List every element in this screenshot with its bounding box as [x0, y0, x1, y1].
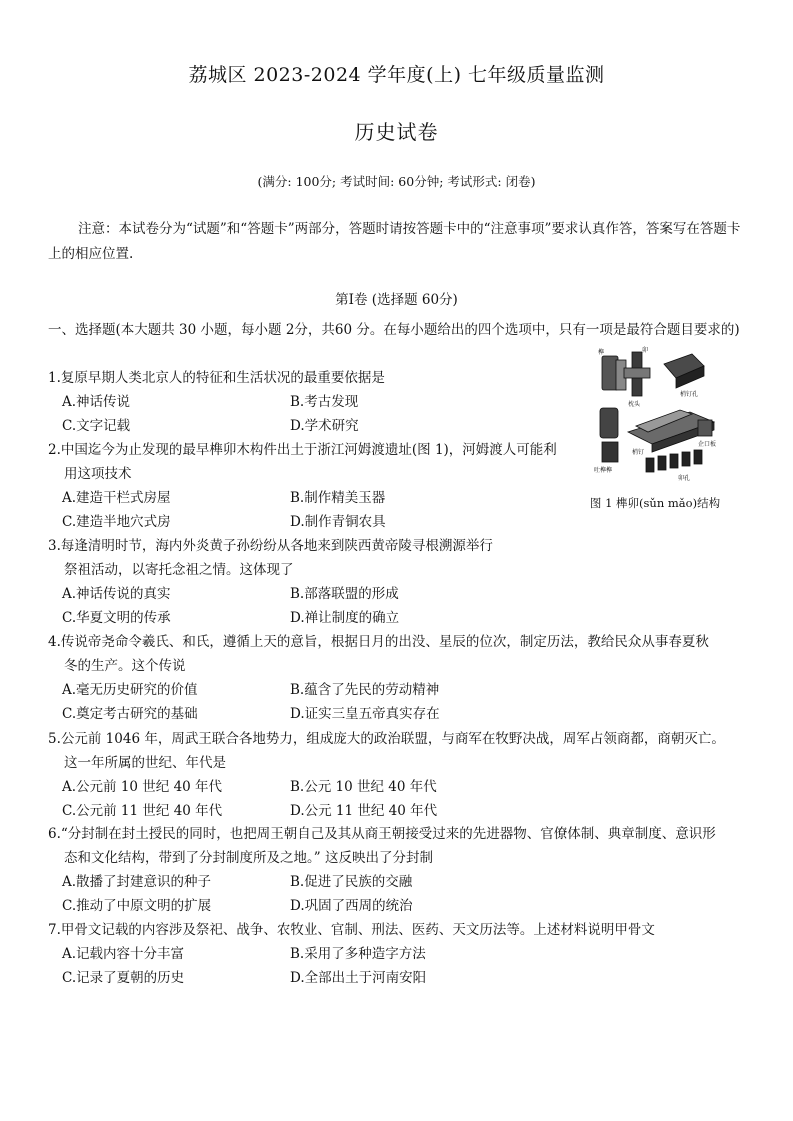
question-stem-cont: 这一年所属的世纪、年代是: [64, 755, 226, 771]
question-stem-cont: 冬的生产。这个传说: [64, 658, 186, 674]
option-b: B.制作精美玉器: [290, 490, 386, 506]
question-2: [48, 438, 557, 534]
option-b: B.公元 10 世纪 40 年代: [290, 779, 437, 795]
option-c: C.建造半地穴式房: [62, 514, 171, 530]
question-7: [48, 918, 655, 990]
question-stem: 6.“分封制在封土授民的同时，也把周王朝自己及其从商王朝接受过来的先进器物、官僚体制、典章制度、意识形: [48, 826, 716, 842]
figure-1: [580, 346, 730, 518]
label-maokong: 卯孔: [678, 475, 691, 482]
exam-meta: (满分: 100分; 考试时间: 60分钟; 考试形式: 闭卷): [257, 174, 536, 189]
question-stem: 5.公元前 1046 年，周武王联合各地势力，组成庞大的政治联盟，与商军在牧野决战，周军占领商都，商朝灭亡。: [48, 731, 725, 747]
option-a: A.神话传说: [62, 394, 131, 410]
label-zhentou: 枕头: [628, 401, 641, 408]
question-stem: 2.中国迄今为止发现的最早榫卯木构件出土于浙江河姆渡遗址(图 1)，河姆渡人可能利: [48, 442, 557, 458]
label-shaodingkong: 梢钉孔: [680, 391, 699, 398]
option-c: C.文字记载: [62, 418, 131, 434]
option-d: D.巩固了西周的统治: [290, 898, 413, 914]
question-stem-cont: 用这项技术: [64, 466, 132, 482]
option-d: D.禅让制度的确立: [290, 610, 400, 626]
question-stem-cont: 祭祖活动，以寄托念祖之情。这体现了: [64, 562, 294, 578]
option-d: D.制作青铜农具: [290, 514, 386, 530]
option-c: C.推动了中原文明的扩展: [62, 898, 212, 914]
option-a: A.神话传说的真实: [62, 586, 171, 602]
question-6: [48, 822, 716, 918]
option-b: B.蕴含了先民的劳动精神: [290, 682, 440, 698]
label-sun: 榫: [598, 349, 605, 356]
label-shaoding: 梢钉: [632, 449, 645, 456]
option-c: C.奠定考古研究的基础: [62, 706, 198, 722]
option-a: A.记载内容十分丰富: [62, 946, 185, 962]
question-3: [48, 534, 493, 630]
option-d: D.学术研究: [290, 418, 359, 434]
question-stem: 4.传说帝尧命令羲氏、和氏，遵循上天的意旨，根据日月的出没、星辰的位次，制定历法，教给民众从事春夏秋: [48, 634, 709, 650]
option-a: A.公元前 10 世纪 40 年代: [62, 779, 223, 795]
mortise-tenon-illustration: [580, 346, 730, 491]
option-a: A.建造干栏式房屋: [62, 490, 171, 506]
option-b: B.考古发现: [290, 394, 359, 410]
option-b: B.采用了多种造字方法: [290, 946, 426, 962]
option-b: B.部落联盟的形成: [290, 586, 399, 602]
question-stem: 7.甲骨文记载的内容涉及祭祀、战争、农牧业、官制、刑法、医药、天文历法等。上述材料说明甲骨文: [48, 922, 655, 938]
option-c: C.华夏文明的传承: [62, 610, 171, 626]
question-1: [48, 366, 385, 438]
section-intro: 一、选择题(本大题共 30 小题，每小题 2分，共60 分。在每小题给出的四个选项中，只有一项是最符合题目要求的): [48, 322, 740, 338]
option-b: B.促进了民族的交融: [290, 874, 413, 890]
exam-subtitle: 历史试卷: [354, 120, 439, 144]
label-mao: 卯: [642, 347, 649, 354]
question-stem-cont: 态和文化结构，带到了分封制度所及之地。” 这反映出了分封制: [64, 850, 433, 866]
exam-title: 荔城区 2023-2024 学年度(上) 七年级质量监测: [188, 64, 605, 86]
label-tusun: 吐榫榫: [594, 467, 613, 474]
option-a: A.散播了封建意识的种子: [62, 874, 212, 890]
label-qikouban: 企口板: [698, 441, 717, 448]
question-5: [48, 727, 725, 823]
option-c: C.公元前 11 世纪 40 年代: [62, 803, 223, 819]
question-4: [48, 630, 709, 726]
section-title: 第Ⅰ卷 (选择题 60分): [335, 292, 458, 308]
option-d: D.证实三皇五帝真实存在: [290, 706, 440, 722]
option-d: D.公元 11 世纪 40 年代: [290, 803, 438, 819]
option-d: D.全部出土于河南安阳: [290, 970, 427, 986]
question-stem: 3.每逢清明时节，海内外炎黄子孙纷纷从各地来到陕西黄帝陵寻根溯源举行: [48, 538, 493, 554]
notice-text: 注意：本试卷分为“试题”和“答题卡”两部分，答题时请按答题卡中的“注意事项”要求认真作答，答案写在答题卡上的相应位置.: [48, 221, 741, 262]
option-a: A.毫无历史研究的价值: [62, 682, 198, 698]
question-stem: 1.复原早期人类北京人的特征和生活状况的最重要依据是: [48, 370, 385, 386]
option-c: C.记录了夏朝的历史: [62, 970, 185, 986]
figure-caption: 图 1 榫卯(sǔn mǎo)结构: [589, 496, 721, 510]
